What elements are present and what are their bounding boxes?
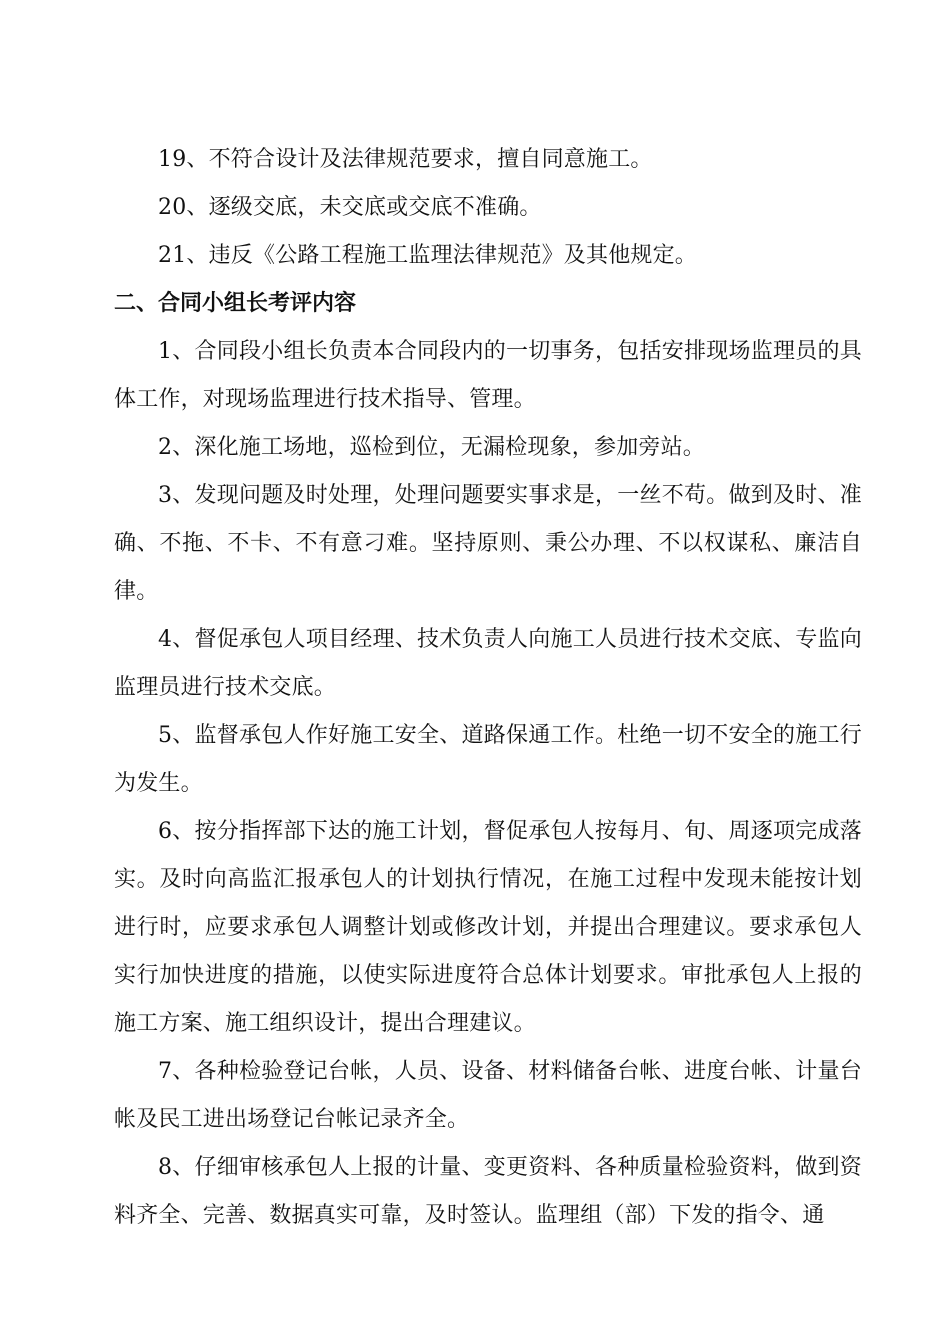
section-heading: 二、合同小组长考评内容: [114, 291, 357, 316]
document-body: [114, 136, 862, 1240]
paragraph-item-6: 6、按分指挥部下达的施工计划，督促承包人按每月、旬、周逐项完成落实。及时向高监汇报承包人的计划执行情况，在施工过程中发现未能按计划进行时，应要求承包人调整计划或修改计划，并提出合理建议。要求承包人实行加快进度的措施，以使实际进度符合总体计划要求。审批承包人上报的施工方案、施工组织设计，提出合理建议。: [114, 819, 862, 1036]
paragraph-item-21: 21、违反《公路工程施工监理法律规范》及其他规定。: [158, 243, 697, 268]
paragraph-item-3: 3、发现问题及时处理，处理问题要实事求是，一丝不苟。做到及时、准确、不拖、不卡、不有意刁难。坚持原则、秉公办理、不以权谋私、廉洁自律。: [114, 483, 862, 604]
paragraph-item-4: 4、督促承包人项目经理、技术负责人向施工人员进行技术交底、专监向监理员进行技术交底。: [114, 627, 862, 700]
paragraph-item-5: 5、监督承包人作好施工安全、道路保通工作。杜绝一切不安全的施工行为发生。: [114, 723, 862, 796]
paragraph-item-1: 1、合同段小组长负责本合同段内的一切事务，包括安排现场监理员的具体工作，对现场监理进行技术指导、管理。: [114, 339, 862, 412]
paragraph-item-19: 19、不符合设计及法律规范要求，擅自同意施工。: [158, 147, 653, 172]
paragraph-item-8: 8、仔细审核承包人上报的计量、变更资料、各种质量检验资料，做到资料齐全、完善、数据真实可靠，及时签认。监理组（部）下发的指令、通: [114, 1155, 862, 1228]
paragraph-item-20: 20、逐级交底，未交底或交底不准确。: [158, 195, 542, 220]
paragraph-item-7: 7、各种检验登记台帐，人员、设备、材料储备台帐、进度台帐、计量台帐及民工进出场登记台帐记录齐全。: [114, 1059, 862, 1132]
paragraph-item-2: 2、深化施工场地，巡检到位，无漏检现象，参加旁站。: [158, 435, 705, 460]
